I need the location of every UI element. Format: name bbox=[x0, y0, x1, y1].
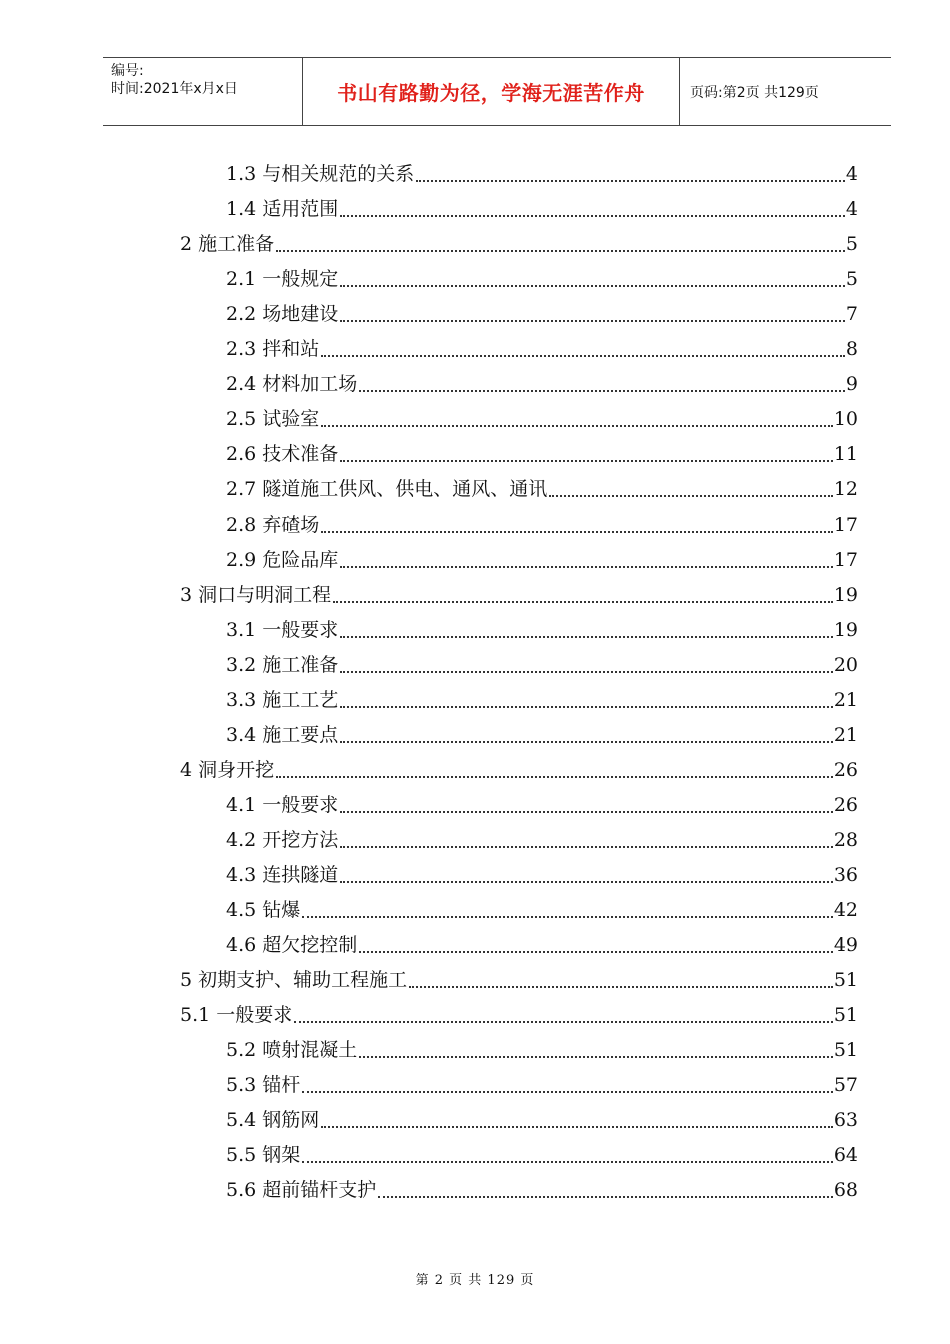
toc-entry-page-number: 28 bbox=[833, 828, 858, 851]
toc-entry[interactable] bbox=[180, 991, 858, 1026]
toc-leader-dots bbox=[321, 1125, 833, 1128]
time-label: 时间:2021年x月x日 bbox=[111, 81, 238, 97]
toc-leader-dots bbox=[276, 775, 833, 778]
toc-entry[interactable] bbox=[180, 571, 858, 606]
toc-entry-page-number: 17 bbox=[833, 548, 858, 571]
toc-entry[interactable] bbox=[226, 430, 858, 465]
toc-entry[interactable] bbox=[180, 220, 858, 255]
toc-entry-label: 3.2 施工准备 bbox=[226, 653, 339, 676]
toc-entry-label: 2.8 弃碴场 bbox=[226, 513, 320, 536]
toc-entry-page-number: 5 bbox=[845, 233, 858, 256]
toc-entry[interactable] bbox=[226, 921, 858, 956]
toc-entry[interactable] bbox=[226, 360, 858, 395]
motto-text: 书山有路勤为径，学海无涯苦作舟 bbox=[337, 81, 645, 105]
toc-entry-label: 4.3 连拱隧道 bbox=[226, 864, 339, 886]
toc-entry-page-number: 51 bbox=[833, 969, 858, 992]
toc-entry-page-number: 4 bbox=[845, 163, 858, 185]
toc-leader-dots bbox=[340, 635, 833, 638]
toc-entry[interactable] bbox=[226, 606, 858, 641]
toc-entry-label: 4 洞身开挖 bbox=[180, 758, 275, 781]
toc-entry-page-number: 36 bbox=[833, 864, 858, 886]
toc-entry[interactable] bbox=[226, 150, 858, 185]
toc-entry-label: 2.6 技术准备 bbox=[226, 443, 339, 466]
toc-entry-page-number: 21 bbox=[833, 688, 858, 711]
toc-leader-dots bbox=[294, 1020, 833, 1023]
toc-entry-page-number: 10 bbox=[833, 408, 858, 431]
toc-leader-dots bbox=[340, 459, 833, 462]
number-label: 编号: bbox=[111, 63, 144, 79]
page-info-text: 页码:第2页 共129页 bbox=[690, 84, 819, 101]
toc-entry-page-number: 51 bbox=[833, 1039, 858, 1062]
toc-entry-page-number: 4 bbox=[845, 198, 858, 221]
toc-entry-page-number: 17 bbox=[833, 513, 858, 536]
toc-leader-dots bbox=[340, 810, 833, 813]
toc-leader-dots bbox=[276, 249, 845, 252]
toc-entry[interactable] bbox=[226, 501, 858, 536]
toc-entry-page-number: 42 bbox=[833, 899, 858, 922]
toc-entry[interactable] bbox=[226, 711, 858, 746]
toc-entry-label: 1.3 与相关规范的关系 bbox=[226, 163, 415, 185]
toc-entry-page-number: 5 bbox=[845, 268, 858, 291]
toc-entry-page-number: 49 bbox=[833, 934, 858, 957]
toc-leader-dots bbox=[340, 214, 845, 217]
toc-entry-label: 2.7 隧道施工供风、供电、通风、通讯 bbox=[226, 478, 548, 501]
toc-leader-dots bbox=[378, 1195, 833, 1198]
toc-leader-dots bbox=[340, 670, 833, 673]
toc-leader-dots bbox=[302, 1160, 833, 1163]
toc-leader-dots bbox=[340, 319, 845, 322]
toc-leader-dots bbox=[302, 915, 833, 918]
toc-entry[interactable] bbox=[226, 816, 858, 851]
toc-leader-dots bbox=[333, 600, 833, 603]
toc-entry-page-number: 9 bbox=[845, 373, 858, 396]
toc-leader-dots bbox=[359, 1055, 833, 1058]
toc-entry-page-number: 11 bbox=[833, 443, 858, 466]
toc-leader-dots bbox=[340, 880, 833, 883]
toc-entry-label: 2.5 试验室 bbox=[226, 408, 320, 431]
toc-entry-page-number: 26 bbox=[833, 758, 858, 781]
toc-entry-page-number: 7 bbox=[845, 303, 858, 326]
header-meta bbox=[103, 58, 303, 125]
toc-leader-dots bbox=[549, 494, 833, 497]
toc-entry[interactable] bbox=[226, 1061, 858, 1096]
toc-entry-page-number: 21 bbox=[833, 723, 858, 746]
toc-entry[interactable] bbox=[180, 956, 858, 991]
toc-entry-label: 5.3 锚杆 bbox=[226, 1074, 301, 1097]
toc-entry[interactable] bbox=[226, 395, 858, 430]
toc-entry-label: 3.4 施工要点 bbox=[226, 723, 339, 746]
page-footer: 第 2 页 共 129 页 bbox=[415, 1273, 535, 1288]
toc-leader-dots bbox=[340, 565, 833, 568]
toc-entry-label: 5.5 钢架 bbox=[226, 1144, 301, 1167]
toc-entry-label: 2 施工准备 bbox=[180, 233, 275, 256]
toc-entry-page-number: 19 bbox=[833, 583, 858, 606]
toc-leader-dots bbox=[321, 424, 833, 427]
toc-leader-dots bbox=[340, 740, 833, 743]
toc-entry[interactable] bbox=[226, 641, 858, 676]
toc-entry[interactable] bbox=[226, 1131, 858, 1166]
toc-entry[interactable] bbox=[226, 851, 858, 886]
toc-entry-label: 2.2 场地建设 bbox=[226, 303, 339, 326]
toc-entry-label: 5.2 喷射混凝土 bbox=[226, 1039, 358, 1062]
toc-entry[interactable] bbox=[226, 1026, 858, 1061]
toc-leader-dots bbox=[416, 179, 845, 182]
toc-entry-label: 2.9 危险品库 bbox=[226, 548, 339, 571]
toc-entry-label: 4.1 一般要求 bbox=[226, 793, 339, 816]
toc-entry-label: 5.6 超前锚杆支护 bbox=[226, 1179, 377, 1202]
toc-entry-page-number: 51 bbox=[833, 1004, 858, 1027]
toc-entry-page-number: 20 bbox=[833, 653, 858, 676]
toc-entry-label: 4.2 开挖方法 bbox=[226, 828, 339, 851]
toc-entry-page-number: 57 bbox=[833, 1074, 858, 1097]
toc-entry[interactable] bbox=[226, 1166, 858, 1201]
toc-entry[interactable] bbox=[226, 886, 858, 921]
toc-entry-label: 5.4 钢筋网 bbox=[226, 1109, 320, 1132]
toc-entry[interactable] bbox=[226, 255, 858, 290]
toc-entry-label: 1.4 适用范围 bbox=[226, 198, 339, 221]
toc-entry-label: 2.4 材料加工场 bbox=[226, 373, 358, 396]
toc-leader-dots bbox=[321, 530, 833, 533]
toc-leader-dots bbox=[409, 985, 833, 988]
toc-entry[interactable] bbox=[226, 676, 858, 711]
toc-entry[interactable] bbox=[226, 465, 858, 500]
toc-leader-dots bbox=[321, 354, 845, 357]
toc-entry[interactable] bbox=[226, 536, 858, 571]
toc-entry-label: 2.3 拌和站 bbox=[226, 338, 320, 361]
toc-entry-label: 3 洞口与明洞工程 bbox=[180, 583, 332, 606]
toc-entry-label: 5 初期支护、辅助工程施工 bbox=[180, 969, 408, 992]
toc-leader-dots bbox=[340, 705, 833, 708]
toc-entry-label: 4.6 超欠挖控制 bbox=[226, 934, 358, 957]
toc-leader-dots bbox=[359, 950, 833, 953]
toc-entry[interactable] bbox=[180, 746, 858, 781]
toc-entry-page-number: 68 bbox=[833, 1179, 858, 1202]
toc-entry-label: 5.1 一般要求 bbox=[180, 1004, 293, 1027]
toc-entry[interactable] bbox=[226, 185, 858, 220]
toc-entry[interactable] bbox=[226, 781, 858, 816]
toc-leader-dots bbox=[302, 1090, 833, 1093]
toc-entry[interactable] bbox=[226, 290, 858, 325]
toc-leader-dots bbox=[340, 284, 845, 287]
toc-entry-page-number: 64 bbox=[833, 1144, 858, 1167]
header-motto-cell bbox=[303, 58, 680, 125]
toc-entry-page-number: 19 bbox=[833, 618, 858, 641]
toc-entry-page-number: 12 bbox=[833, 478, 858, 501]
toc-entry[interactable] bbox=[226, 1096, 858, 1131]
toc-entry-page-number: 63 bbox=[833, 1109, 858, 1132]
toc-leader-dots bbox=[340, 845, 833, 848]
toc-leader-dots bbox=[359, 389, 845, 392]
header-page-info bbox=[680, 58, 891, 125]
toc-entry-label: 4.5 钻爆 bbox=[226, 899, 301, 922]
toc-entry-label: 2.1 一般规定 bbox=[226, 268, 339, 291]
toc-entry-label: 3.3 施工工艺 bbox=[226, 688, 339, 711]
toc-entry-label: 3.1 一般要求 bbox=[226, 618, 339, 641]
toc-entry-page-number: 8 bbox=[845, 338, 858, 361]
toc-entry-page-number: 26 bbox=[833, 793, 858, 816]
toc-entry[interactable] bbox=[226, 325, 858, 360]
page-header bbox=[103, 57, 891, 126]
